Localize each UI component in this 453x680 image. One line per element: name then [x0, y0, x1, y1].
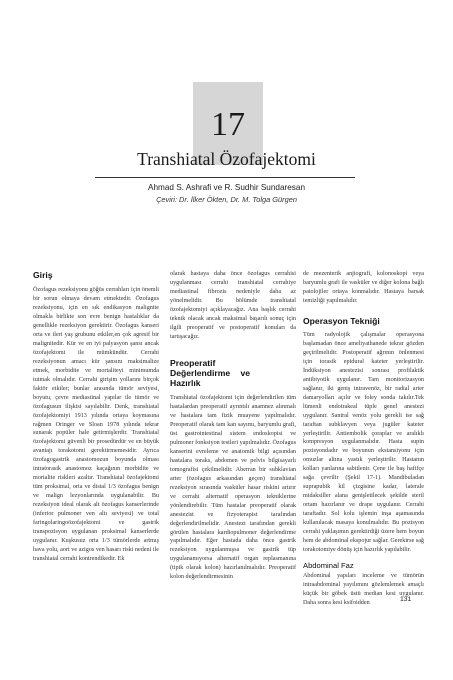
column-3 [303, 270, 424, 608]
paragraph: olarak hastaya daha önce özofagus cerrahisi uygulanması cerrahi transhiatal cerrahiye mediastinal fibrozis nedeniyle daha az yönelmelidir. Bu bölümde transhiatal özofajektomiyi açıklayacağız. Ana başlık cerrahi teknik olacak ancak maksimal başarılı sonuç için ilgili preoperatif ve postoperatif konuları da tartışacağız. [170, 271, 296, 340]
section-heading-preoperatif: Preoperatif Değerlendirme ve Hazırlık [170, 357, 250, 389]
section-heading-operasyon: Operasyon Tekniği [303, 315, 380, 326]
column-1 [33, 270, 159, 564]
paragraph: Abdominal yapıları inceleme ve tümörün intraabdominal yayılımını gözlemlemek amaçlı küçük bir göbek üstü median kesi uygulanır. Daha sonra kesi ksifoidden [303, 572, 424, 606]
section-heading-giris: Giriş [33, 270, 53, 280]
chapter-title: Transhiatal Özofajektomi [137, 149, 316, 169]
paragraph: Tüm radyolojik çalışmalar operasyona başlamadan önce ameliyathanede tekrar gözden geçirilmelidir. Postoperatif ağrının önlenmesi için torasik epidural kateter yerleştirilir. İndüksiyon anestezisi sonrası profilaktik antibiyotik uygulanır. Tam monitorizasyon sağlanır, iki geniş intravenöz, bir radial arter damaryolları açılır ve foley sonda takılır.Tek lümenli endotrakeal tüple genel anestezi uygulanır. Santral venöz yolu gerekli ise sağ taraftan subklavyen veya jugüler kateter yerleştirilir. Antiembolik çoraplar ve aralıklı kompresyon uygulanmalıdır. Hasta supin pozisyondadır ve boyunun ekstansiyonu için omuzlar altına yastık yerleştirilir. Hastanın kolları yanlarına sabitlenir. Çene ile baş hafifçe sağa çevrilir (Şekil 17-1). Mandibuladan suprapubik kil çizgisine kadar, laterale midaksiller alana genişletilecek şekilde steril ortam hazırlanır ve drape uygulanır. Cerrahi taraftadır. Sol kolu işlemin inşa aşamasında kullanılacak masaya konulmalıdır. Bu pozisyon cerrahi yaklaşımın gerektirdiği üzere hem boyun hem de abdominal ekspojur sağlar. Gerekirse sağ torakotomiye dönüş için hazırlık yapılabilir. [303, 332, 424, 553]
subsection-heading-abdominal: Abdominal Faz [303, 560, 354, 570]
paragraph: de mezenterik anjiografi, kolonoskopi veya baryumlu grafi ile vasküler ve diğer kolona bağlı patolojiler ortaya konmalıdır. Hastaya barsak temizliği yapılmalıdır. [303, 271, 424, 304]
chapter-number: 17 [211, 106, 245, 143]
column-2 [170, 270, 296, 582]
paragraph: Özofagus rezeksiyonu göğüs cerrahları için önemli bir sorun olmaya devam etmektedir. Özofagus rezeksiyonu, için en sık endikasyon malignite olmakla birlikte son evre benign hastalıklar da genellikle rezeksiyon gerektirir. Özofagus kanseri orta ve ileri yaş grubunu etkiler,en çok agresif bir malignitedir. Kür ve en iyi palyasyon şansı ancak özofajektomi ile mümkündür. Cerrahi rezeksiyonun amacı kür şansını maksimalize etmek, morbidite ve mortaliteyi minimumda tutmak olmalıdır. Cerrahi girişim yollarını birçok faktör etkiler; bunlar arasında tümör seviyesi, boyutu, çevre mediastinal yapılar ile tümör ve özofagusun ilişkisi sayılabilir. Denk, transhiatal özofajektomiyi 1913 yılında ortaya koymasına rağmen Oringer ve Sloan 1978 yılında tekrar sunarak popüler hale getirmişlerdir. Transhiatal özofajektomi güvenli bir prosedürdür ve en büyük avantajı torakotomi gerektirmemesidir. Ayrıca özofagogastrik anastomozun boyunda olması intratorasik anastomoz kaçağının morbidite ve mortalite riskleri azaltır. Transhiatal özofajektomi tüm proksimal, orta ve distal 1/3 özofagus benign ve malign lezyonlarında uygulanabilir. Bu rezeksiyon ideal olarak alt özofagus kanserlerinde (inferior pulmoner ven altı seviyesi) ve total faringolaringoözofajektomi ve gastrik transpozisyon uygulanan proksimal kanserlerde uygulanır. Kuşkusuz orta 1/3 tümörlerde artmış hava yolu, aort ve azigos ven hasarı riski nedeni ile transhiatal cerrahi kontrendikedir. Ek [33, 287, 159, 562]
page-number: 131 [400, 596, 412, 603]
translators: Çeviri: Dr. İlker Ökten, Dr. M. Tolga Gürgen [156, 195, 297, 204]
authors: Ahmad S. Ashrafi ve R. Sudhir Sundaresan [147, 183, 305, 192]
title-rule [95, 177, 355, 178]
paragraph: Transhiatal özofajektomi için değerlendirilen tüm hastalardan preoperatif ayrıntılı anamnez alınmalı ve hastalara tam fizik muayene yapılmalıdır. Preoperatif olarak tam kan sayımı, baryumlu grafi, üst gastrointestinal sistem endoskopisi ve pulmoner fonksiyon testleri yapılmalıdır. Özofagus kanserini evreleme ve anatomik bilgi açısından hastalara toraks, abdomen ve pelvis bilgisayarlı tomografisi çekilmelidir. Aberran bir subklavian arter (özofagus arkasından geçen) transhiatal rezeksiyon sırasında vasküler hasar riskini artırır ve cerrahi alternatif operasyon tekniklerine yönlendirebilir. Tüm hastalar preoperatif olarak anestezist ve fizyoterapist tarafından değerlendirilmelidir. Anestezi tarafından gerekli görülen hastalara kardiopulmoner değerlendirme yapılmalıdır. Eğer hastada daha önce gastrik rezeksiyon uygulanmışsa ve gastrik tüp uygulanamıyorsa alternatif organ replasmanına (tipik olarak kolon) hazırlanılmalıdır. Preoperatif kolon değerlendirmesinin [170, 395, 296, 581]
